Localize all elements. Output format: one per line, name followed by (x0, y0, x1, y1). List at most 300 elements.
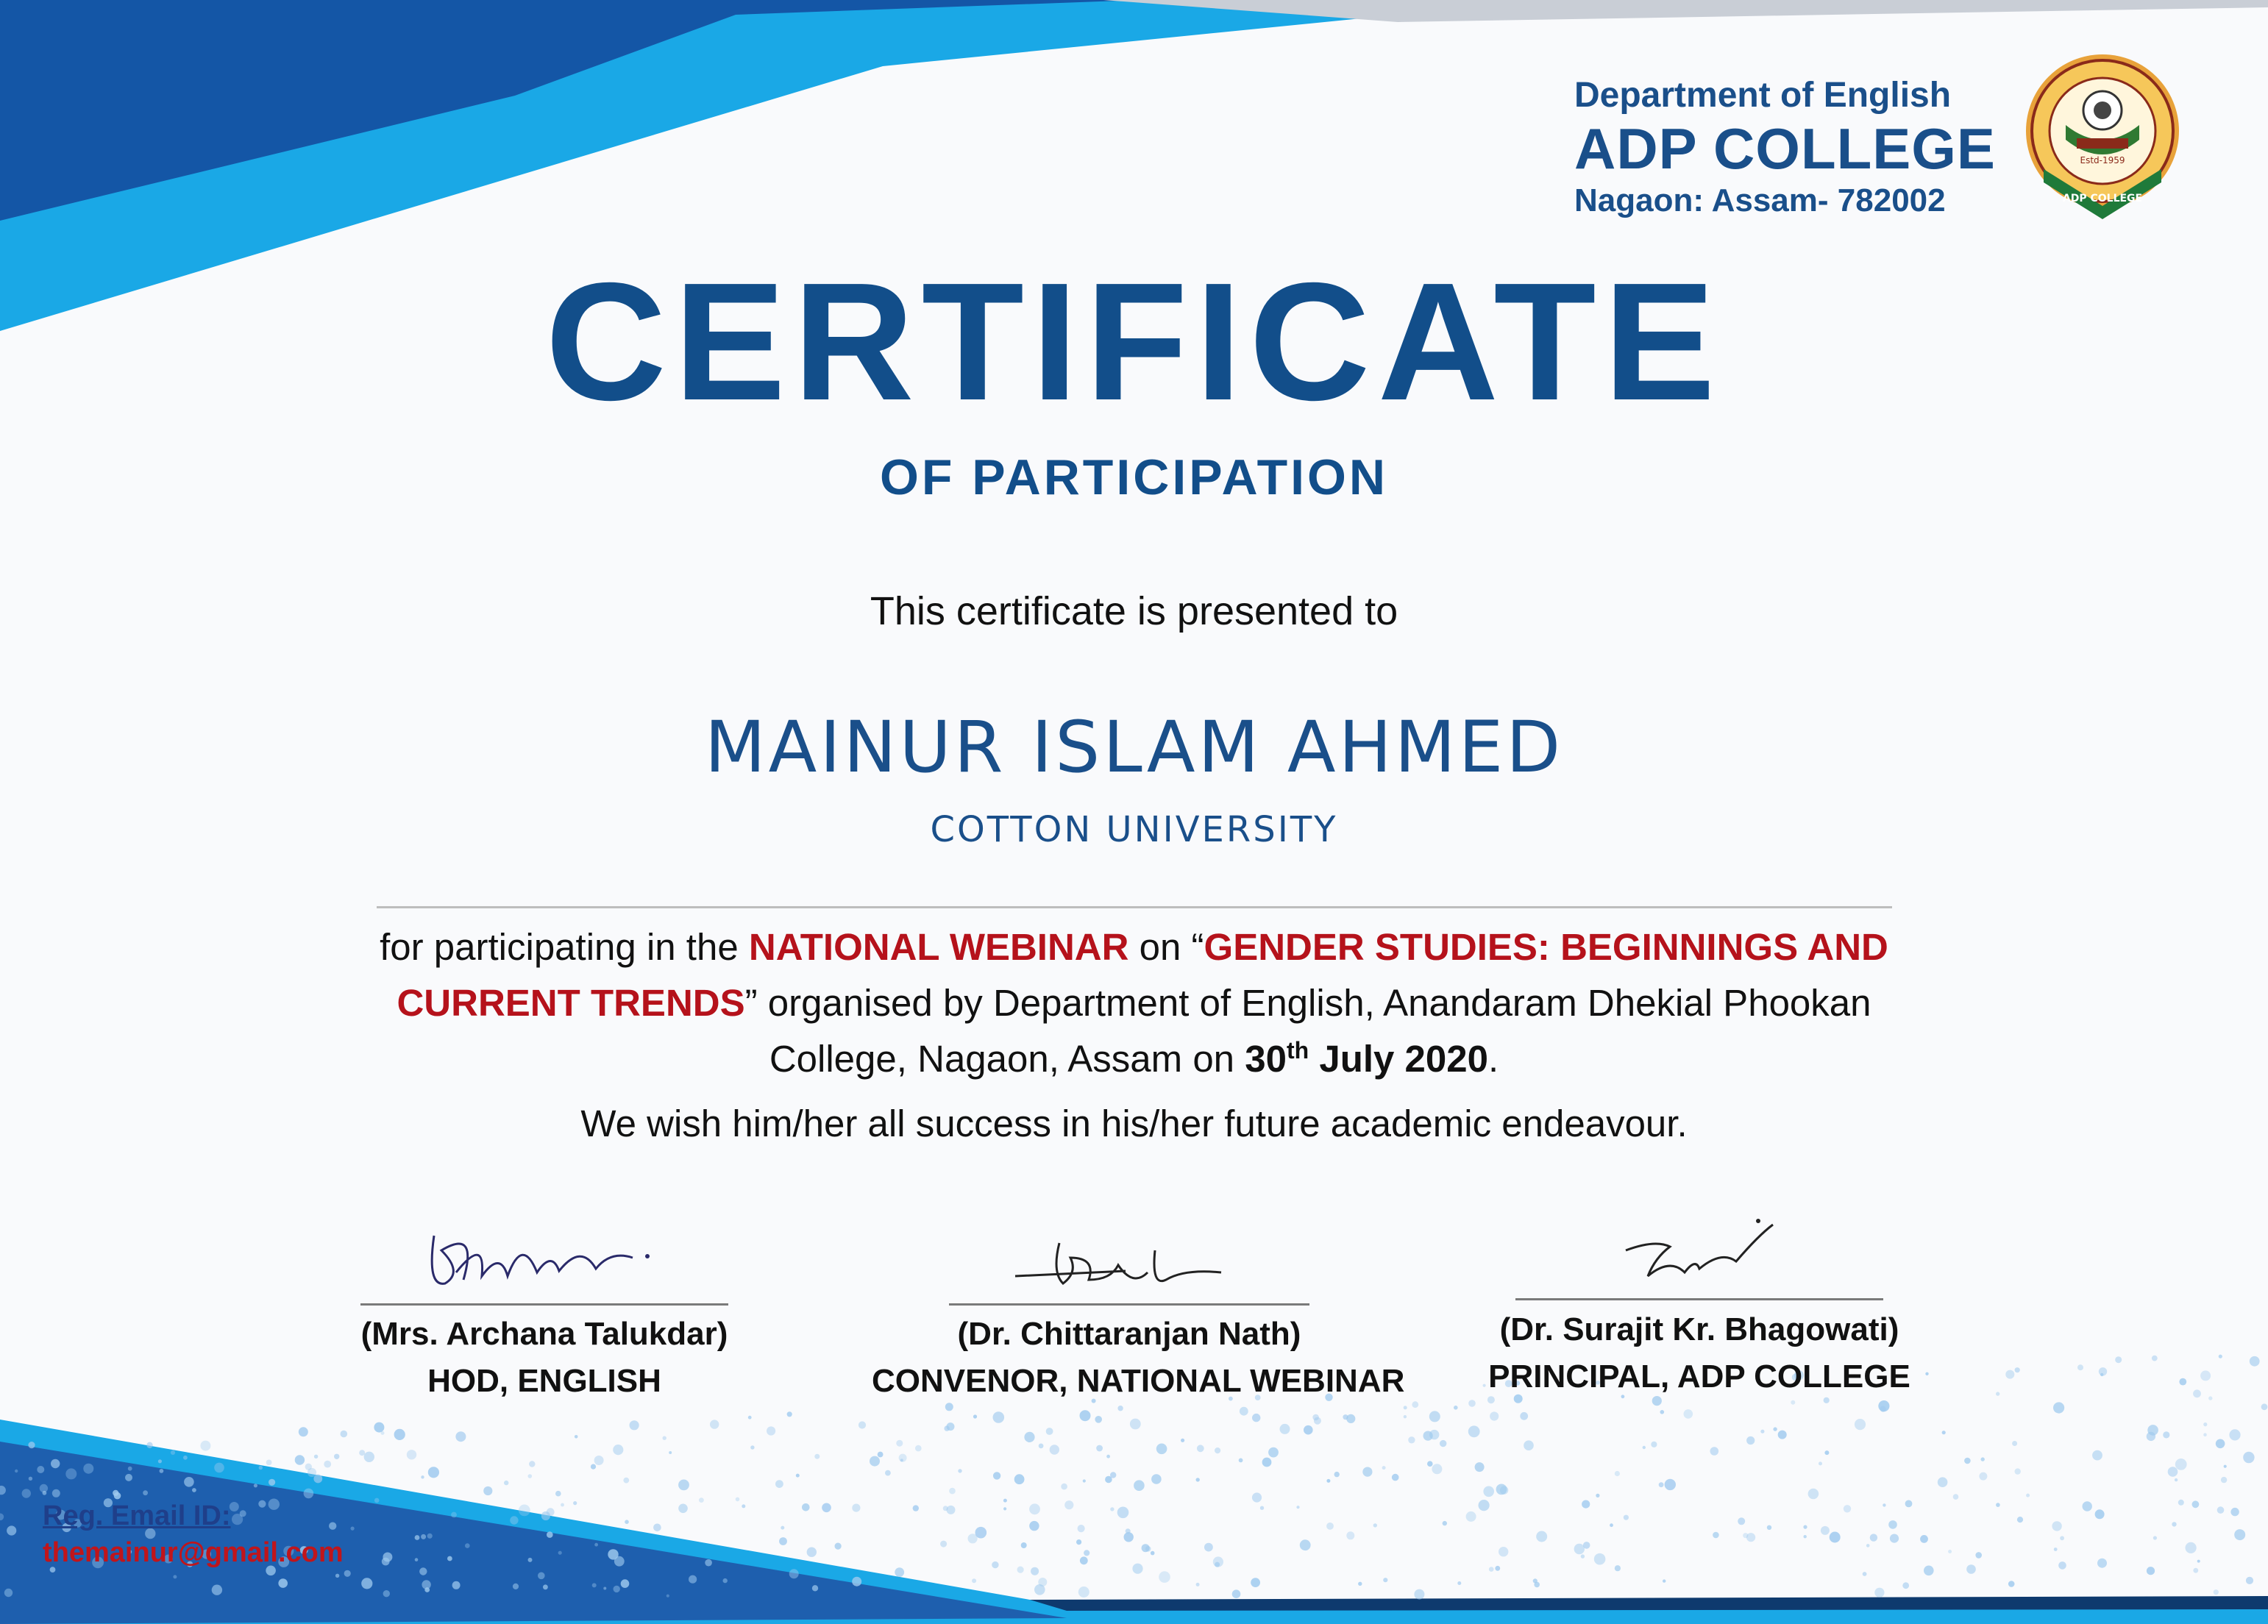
decorative-dot (278, 1578, 288, 1588)
college-header (1574, 74, 2016, 222)
signatory-3-name: (Dr. Surajit Kr. Bhagowati) (1499, 1311, 1899, 1347)
decorative-dot (2200, 1370, 2211, 1381)
decorative-dot (2175, 1478, 2178, 1481)
decorative-dot (814, 1454, 820, 1459)
decorative-dot (1080, 1556, 1088, 1564)
decorative-dot (1773, 1427, 1777, 1431)
decorative-dot (230, 1502, 239, 1511)
decorative-dot (465, 1543, 470, 1548)
decorative-dot (1252, 1414, 1260, 1422)
decorative-dot (2214, 1589, 2219, 1595)
decorative-dot (1495, 1566, 1500, 1571)
decorative-dot (1078, 1525, 1085, 1532)
decorative-dot (2015, 1468, 2021, 1474)
decorative-dot (2179, 1378, 2186, 1386)
college-seal-icon (2022, 51, 2183, 225)
decorative-dot (171, 1450, 175, 1455)
decorative-dot (1615, 1565, 1621, 1571)
decorative-dot (859, 1421, 866, 1428)
decorative-dot (992, 1561, 998, 1568)
decorative-dot (329, 1522, 336, 1530)
decorative-dot (1684, 1409, 1693, 1419)
decorative-dot (613, 1445, 623, 1455)
decorative-dot (621, 1579, 630, 1588)
decorative-dot (1996, 1503, 2000, 1507)
signatory-2-role: CONVENOR, NATIONAL WEBINAR (872, 1363, 1405, 1399)
decorative-dot (2203, 1433, 2207, 1436)
decorative-dot (699, 1497, 704, 1503)
decorative-dot (1343, 1414, 1348, 1420)
decorative-dot (555, 1491, 561, 1497)
decorative-dot (1824, 1450, 1829, 1455)
decorative-dot (689, 1575, 697, 1584)
decorative-dot (421, 1475, 424, 1478)
decorative-dot (451, 1512, 457, 1518)
decorative-dot (269, 1499, 280, 1510)
decorative-dot (1821, 1526, 1830, 1535)
decorative-dot (1902, 1582, 1909, 1589)
decorative-dot (1050, 1445, 1059, 1454)
decorative-dot (1767, 1525, 1771, 1530)
decorative-dot (1392, 1474, 1399, 1481)
decorative-dot (1964, 1458, 1971, 1464)
decorative-dot (1260, 1506, 1264, 1510)
decorative-dot (528, 1558, 533, 1562)
decorative-dot (1362, 1467, 1372, 1477)
decorative-dot (2147, 1567, 2155, 1575)
decorative-dot (958, 1469, 961, 1472)
signature-line-2 (949, 1303, 1309, 1306)
decorative-dot (947, 1506, 956, 1514)
decorative-dot (28, 1442, 35, 1448)
decorative-dot (2054, 1548, 2058, 1551)
decorative-dot (334, 1454, 339, 1459)
decorative-dot (158, 1459, 162, 1463)
decorative-dot (736, 1497, 740, 1502)
registration-email-link[interactable]: themainur@gmail.com (43, 1537, 344, 1568)
decorative-dot (519, 1504, 530, 1516)
decorative-dot (383, 1553, 392, 1562)
decorative-dot (2008, 1581, 2015, 1587)
decorative-dot (1490, 1411, 1499, 1420)
decorative-dot (968, 1534, 978, 1543)
decorative-dot (192, 1488, 196, 1492)
decorative-dot (1596, 1494, 1599, 1497)
decorative-dot (1196, 1583, 1200, 1586)
decorative-dot (1304, 1425, 1313, 1435)
decorative-dot (415, 1535, 420, 1540)
decorative-dot (870, 1456, 880, 1467)
decorative-dot (510, 1516, 518, 1524)
signatory-3-role: PRINCIPAL, ADP COLLEGE (1488, 1358, 1910, 1395)
decorative-dot (351, 1527, 355, 1531)
decorative-dot (421, 1534, 426, 1539)
decorative-dot (1151, 1551, 1155, 1556)
decorative-dot (812, 1585, 818, 1591)
decorative-dot (1610, 1523, 1613, 1527)
decorative-dot (394, 1429, 405, 1440)
decorative-dot (295, 1455, 305, 1464)
decorative-dot (835, 1543, 842, 1550)
decorative-dot (2097, 1559, 2107, 1568)
decorative-dot (4, 1589, 13, 1597)
decorative-dot (1659, 1482, 1664, 1487)
decorative-dot (2163, 1431, 2169, 1438)
decorative-dot (1414, 1589, 1424, 1600)
decorative-dot (1663, 1579, 1666, 1582)
signature-line-3 (1515, 1298, 1883, 1300)
decorative-dot (594, 1456, 604, 1465)
decorative-dot (344, 1570, 351, 1577)
decorative-dot (447, 1556, 452, 1561)
decorative-dot (308, 1468, 316, 1477)
decorative-dot (269, 1479, 275, 1486)
participation-statement (353, 919, 1915, 1087)
college-address: Nagaon: Assam- 782002 (1574, 182, 1946, 218)
decorative-dot (1132, 1564, 1142, 1574)
decorative-dot (2005, 1370, 2014, 1379)
decorative-dot (341, 1431, 348, 1438)
decorative-dot (1427, 1461, 1433, 1467)
decorative-dot (1239, 1459, 1243, 1463)
decorative-dot (1126, 1528, 1131, 1534)
decorative-dot (896, 1440, 903, 1447)
decorative-dot (1483, 1486, 1494, 1497)
decorative-dot (455, 1431, 466, 1442)
signatory-2-name: (Dr. Chittaranjan Nath) (957, 1316, 1301, 1352)
decorative-dot (2095, 1509, 2105, 1519)
decorative-dot (374, 1422, 384, 1433)
decorative-dot (1942, 1431, 1946, 1434)
decorative-dot (993, 1472, 1000, 1479)
bottom-navy-strip (1030, 1596, 2268, 1611)
decorative-dot (2012, 1441, 2017, 1446)
decorative-dot (1156, 1444, 1167, 1455)
decorative-dot (1181, 1439, 1184, 1442)
decorative-dot (943, 1506, 948, 1511)
decorative-dot (723, 1578, 728, 1583)
decorative-dot (1038, 1578, 1047, 1586)
seal-label: ADP COLLEGE (2062, 193, 2143, 204)
decorative-dot (1064, 1500, 1073, 1509)
decorative-dot (1870, 1534, 1877, 1541)
decorative-dot (1021, 1542, 1027, 1548)
decorative-dot (2216, 1439, 2225, 1449)
decorative-dot (1888, 1520, 1897, 1529)
decorative-dot (304, 1489, 314, 1499)
decorative-dot (1981, 1457, 1985, 1461)
decorative-dot (787, 1411, 792, 1417)
decorative-dot (1432, 1464, 1442, 1474)
decorative-dot (1500, 1486, 1508, 1494)
decorative-dot (359, 1450, 365, 1456)
decorative-dot (383, 1590, 390, 1597)
decorative-dot (1808, 1489, 1819, 1500)
decorative-dot (1651, 1442, 1657, 1447)
decorative-dot (630, 1420, 639, 1430)
decorative-dot (513, 1584, 519, 1589)
decorative-dot (407, 1450, 416, 1459)
decorative-dot (1582, 1500, 1590, 1509)
decorative-dot (2115, 1356, 2122, 1363)
decorative-dot (623, 1478, 629, 1484)
decorative-dot (22, 1489, 31, 1497)
decorative-dot (2203, 1422, 2207, 1426)
decorative-dot (1334, 1472, 1340, 1477)
decorative-dot (614, 1586, 620, 1592)
decorative-dot (1429, 1430, 1439, 1439)
decorative-dot (1215, 1562, 1220, 1567)
decorative-dot (1145, 1546, 1151, 1552)
decorative-dot (1615, 1471, 1620, 1476)
decorative-dot (1574, 1544, 1585, 1554)
decorative-dot (767, 1426, 775, 1435)
decorative-dot (361, 1578, 372, 1589)
decorative-dot (1196, 1478, 1200, 1481)
decorative-dot (973, 1414, 977, 1418)
decorative-dot (51, 1459, 60, 1468)
decorative-dot (1110, 1507, 1114, 1511)
decorative-dot (2017, 1517, 2023, 1522)
decorative-dot (1117, 1507, 1129, 1519)
signature-line-1 (360, 1303, 728, 1306)
decorative-dot (1866, 1544, 1870, 1548)
decorative-dot (2224, 1465, 2227, 1468)
decorative-dot (1581, 1554, 1585, 1558)
decorative-dot (2234, 1529, 2245, 1540)
decorative-dot (1804, 1535, 1807, 1538)
decorative-dot (852, 1577, 861, 1586)
decorative-dot (1029, 1521, 1039, 1531)
decorative-dot (1083, 1479, 1086, 1482)
decorative-dot (2026, 1494, 2030, 1497)
statement-part-1: for participating in the (380, 926, 749, 968)
decorative-dot (993, 1411, 1005, 1423)
decorative-dot (65, 1468, 77, 1479)
decorative-dot (1346, 1414, 1355, 1423)
decorative-dot (1046, 1428, 1053, 1435)
decorative-dot (2172, 1522, 2176, 1526)
decorative-dot (2152, 1356, 2158, 1361)
decorative-dot (160, 1469, 164, 1473)
decorative-dot (1159, 1571, 1170, 1583)
signatory-1-name: (Mrs. Archana Talukdar) (360, 1316, 728, 1352)
decorative-dot (1791, 1400, 1795, 1405)
decorative-dot (1743, 1533, 1748, 1538)
decorative-dot (663, 1436, 666, 1440)
decorative-dot (1404, 1406, 1407, 1409)
date-month-year: July 2020 (1309, 1038, 1488, 1080)
decorative-dot (940, 1541, 947, 1548)
decorative-dot (1710, 1447, 1719, 1456)
decorative-dot (2099, 1367, 2107, 1375)
decorative-dot (452, 1581, 461, 1589)
decorative-dot (603, 1587, 606, 1590)
decorative-dot (52, 1489, 60, 1497)
decorative-dot (678, 1480, 689, 1491)
decorative-dot (422, 1580, 430, 1589)
decorative-dot (299, 1427, 308, 1436)
decorative-dot (1029, 1503, 1040, 1514)
decorative-dot (2060, 1536, 2064, 1540)
decorative-dot (415, 1558, 419, 1561)
decorative-dot (575, 1435, 578, 1439)
statement-part-3: ” organised by Department of English, Anandaram Dhekial Phookan College, Nagaon, Assam on (744, 982, 1871, 1080)
decorative-dot (2246, 1577, 2253, 1584)
decorative-dot (200, 1441, 210, 1451)
decorative-dot (1966, 1564, 1976, 1574)
decorative-dot (2193, 1568, 2198, 1573)
decorative-dot (678, 1504, 688, 1514)
decorative-dot (2193, 1389, 2201, 1397)
presented-to-text: This certificate is presented to (870, 589, 1398, 633)
decorative-dot (1738, 1517, 1745, 1525)
decorative-dot (1760, 1430, 1764, 1434)
statement-part-2: on “ (1128, 926, 1204, 968)
decorative-dot (852, 1504, 860, 1512)
bottom-dark-blue-band (0, 1442, 1067, 1624)
decorative-dot (2243, 1452, 2254, 1463)
decorative-dot (1844, 1505, 1851, 1512)
decorative-dot (710, 1420, 719, 1428)
decorative-dot (913, 1505, 919, 1511)
decorative-dot (1124, 1532, 1134, 1542)
decorative-dot (1925, 1372, 1928, 1375)
decorative-dot (1660, 1410, 1665, 1414)
decorative-dot (173, 1575, 177, 1578)
decorative-dot (1466, 1511, 1476, 1522)
decorative-dot (1014, 1474, 1025, 1484)
decorative-dot (1938, 1477, 1948, 1487)
decorative-dot (949, 1488, 956, 1495)
decorative-dot (29, 1477, 32, 1481)
decorative-dot (83, 1464, 93, 1474)
signatory-1-role: HOD, ENGLISH (427, 1363, 661, 1399)
decorative-dot (2147, 1432, 2155, 1441)
decorative-dot (1134, 1480, 1145, 1491)
decorative-dot (1358, 1582, 1362, 1586)
decorative-dot (1948, 1550, 1952, 1553)
decorative-dot (1262, 1458, 1272, 1467)
decorative-dot (2053, 1402, 2064, 1413)
decorative-dot (1746, 1436, 1755, 1445)
decorative-dot (742, 1504, 745, 1508)
decorative-dot (504, 1481, 508, 1485)
decorative-dot (1080, 1410, 1091, 1421)
decorative-dot (822, 1503, 831, 1513)
decorative-dot (1883, 1503, 1885, 1506)
decorative-dot (1643, 1446, 1646, 1449)
decorative-dot (1429, 1411, 1440, 1422)
decorative-dot (2208, 1396, 2212, 1400)
certificate-title: CERTIFICATE (545, 249, 1723, 435)
decorative-dot (1232, 1589, 1241, 1598)
signature-1-icon (412, 1206, 677, 1302)
decorative-dot (2015, 1367, 2020, 1372)
decorative-dot (1078, 1586, 1089, 1598)
decorative-dot (1924, 1566, 1934, 1576)
decorative-dot (2261, 1403, 2268, 1410)
decorative-dot (1240, 1407, 1248, 1416)
decorative-dot (1061, 1484, 1067, 1490)
decorative-dot (2083, 1501, 2092, 1511)
decorative-dot (1520, 1412, 1528, 1420)
decorative-dot (1326, 1479, 1330, 1483)
decorative-dot (258, 1500, 266, 1508)
decorative-dot (1475, 1462, 1485, 1472)
decorative-dot (591, 1464, 596, 1470)
decorative-dot (2178, 1500, 2184, 1506)
decorative-dot (214, 1463, 224, 1473)
decorative-dot (2186, 1542, 2197, 1553)
divider-line (377, 906, 1892, 908)
decorative-dot (653, 1524, 661, 1532)
decorative-dot (573, 1501, 577, 1505)
decorative-dot (1204, 1543, 1213, 1552)
decorative-dot (1346, 1531, 1354, 1539)
decorative-dot (592, 1583, 597, 1587)
decorative-dot (1251, 1578, 1260, 1587)
decorative-dot (944, 1425, 949, 1431)
decorative-dot (1404, 1415, 1407, 1418)
decorative-dot (1117, 1406, 1123, 1411)
decorative-dot (1594, 1553, 1606, 1565)
decorative-dot (1280, 1424, 1290, 1434)
decorative-dot (184, 1477, 194, 1487)
decorative-dot (899, 1454, 907, 1462)
decorative-dot (259, 1466, 263, 1470)
decorative-dot (1110, 1472, 1116, 1478)
decorative-dot (1457, 1581, 1461, 1585)
decorative-dot (1268, 1447, 1279, 1458)
decorative-dot (1326, 1522, 1334, 1530)
statement-part-4: . (1488, 1038, 1499, 1080)
webinar-topic: GENDER STUDIES: BEGINNINGS AND CURRENT TRENDS (397, 926, 1888, 1024)
decorative-dot (483, 1486, 492, 1495)
decorative-dot (143, 1490, 148, 1495)
decorative-dot (669, 1451, 672, 1454)
decorative-dot (1130, 1419, 1141, 1430)
decorative-dot (1499, 1547, 1508, 1556)
decorative-dot (1408, 1436, 1415, 1443)
decorative-dot (212, 1585, 222, 1595)
decorative-dot (1197, 1445, 1204, 1452)
signature-3-icon (1611, 1206, 1795, 1294)
decorative-dot (2058, 1561, 2066, 1570)
decorative-dot (2153, 1536, 2157, 1539)
decorative-dot (419, 1567, 427, 1575)
decorative-dot (541, 1511, 550, 1520)
decorative-dot (1312, 1414, 1319, 1421)
decorative-dot (1855, 1419, 1866, 1430)
decorative-dot (528, 1474, 533, 1478)
decorative-dot (1003, 1507, 1006, 1510)
decorative-dot (1536, 1531, 1547, 1542)
decorative-dot (807, 1548, 817, 1557)
decorative-dot (1878, 1400, 1889, 1411)
decorative-dot (781, 1526, 784, 1530)
decorative-dot (37, 1466, 44, 1473)
decorative-dot (1534, 1582, 1540, 1588)
decorative-dot (625, 1520, 629, 1524)
event-name: NATIONAL WEBINAR (748, 926, 1129, 968)
decorative-dot (1803, 1525, 1807, 1529)
decorative-dot (915, 1445, 922, 1452)
decorative-dot (1296, 1506, 1299, 1509)
decorative-dot (1412, 1401, 1418, 1408)
decorative-dot (705, 1559, 712, 1567)
decorative-dot (427, 1534, 433, 1539)
